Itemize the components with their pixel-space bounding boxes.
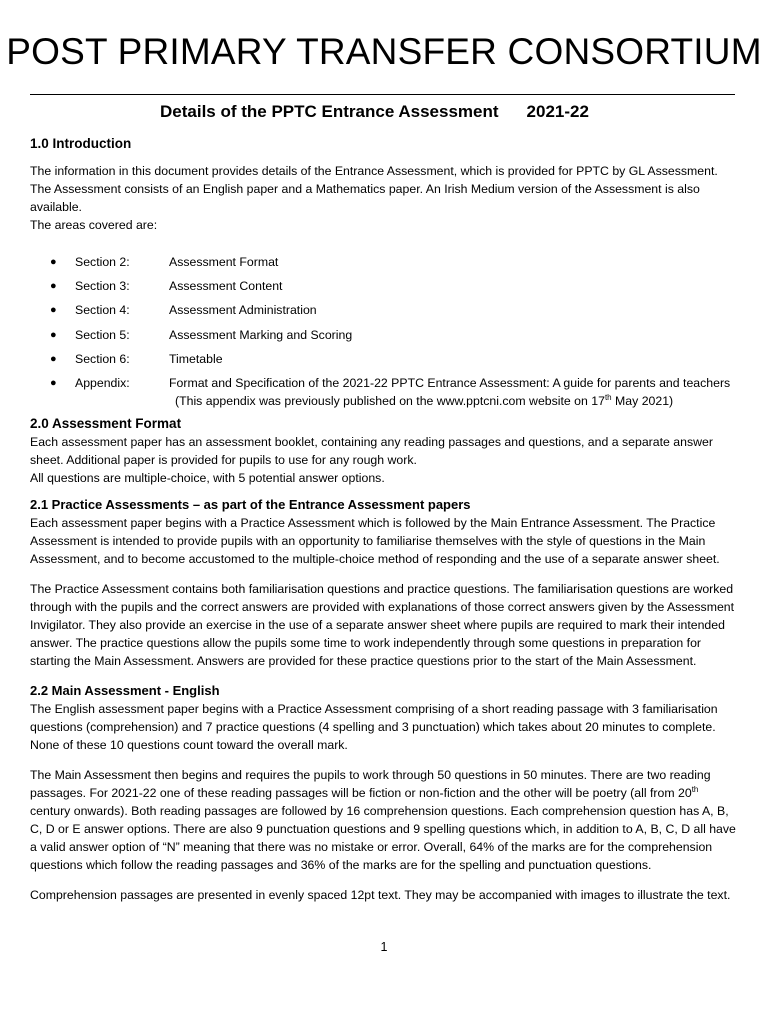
list-item-description: Assessment Format — [169, 255, 279, 269]
list-item-description: Timetable — [169, 351, 223, 366]
appendix-note-text-end: May 2021) — [611, 394, 674, 409]
section-heading-assessment-format: 2.0 Assessment Format — [30, 416, 182, 432]
bullet-icon: ● — [50, 352, 57, 365]
list-item-section: Appendix: — [75, 375, 130, 390]
list-item — [30, 326, 742, 350]
list-item-description: Assessment Administration — [169, 303, 317, 318]
practice-paragraph-1: Each assessment paper begins with a Practice Assessment which is followed by the Main Entrance Assessment. The Practice Assessment is intended to provide pupils with an opportunity to familiarise themselves with the style of questions in the Main Assessment, and to become accustomed to the multiple-choice method of responding and the use of a separate answer sheet. — [30, 516, 720, 567]
list-item-section: Section 2: — [75, 255, 130, 269]
list-item-section: Section 5: — [75, 327, 130, 342]
list-item-description: Format and Specification of the 2021-22 PPTC Entrance Assessment: A guide for parents and teachers — [169, 375, 731, 390]
list-item-section: Section 4: — [75, 303, 130, 318]
subtitle-year: 2021-22 — [526, 102, 589, 121]
list-item-section: Section 3: — [75, 279, 130, 294]
english-paragraph-1: The English assessment paper begins with a Practice Assessment comprising of a short reading passage with 3 familiarisation questions (comprehension) and 7 practice questions (4 spelling and 3 punctuation) which takes about 20 minutes to complete. None of these 10 questions count toward the overall mark. — [30, 702, 718, 753]
areas-covered-list — [30, 253, 742, 398]
section-heading-main-assessment-english: 2.2 Main Assessment - English — [30, 683, 220, 699]
list-item — [30, 374, 742, 398]
english-paragraph-2-text: The Main Assessment then begins and requires the pupils to work through 50 questions in 50 minutes. There are two reading passages. For 2021-22 one of these reading passages will be fiction or non-fiction and the other will be poetry (all from 20 — [30, 768, 711, 801]
bullet-icon: ● — [50, 256, 57, 268]
list-item-description: Assessment Marking and Scoring — [169, 327, 353, 342]
list-item — [30, 301, 742, 325]
english-paragraph-2-text-end: century onwards). Both reading passages are followed by 16 comprehension questions. Each comprehension question has A, B, C, D or E answer options. There are also 9 punctuation questions and 9 spelling questions which, in addition to A, B, C, D all have a valid answer option of “N” meaning that there was no mistake or error. Overall, 64% of the marks are for the comprehension questions which follow the reading passages and 36% of the marks are for the spelling and punctuation questions. — [30, 804, 736, 873]
title-divider — [30, 94, 735, 95]
document-body — [30, 130, 742, 904]
practice-paragraph-2: The Practice Assessment contains both familiarisation questions and practice questions. The familiarisation questions are worked through with the pupils and the correct answers are provided with explanations of those correct answers given by the Assessment Invigilator. They also provide an exercise in the use of a separate answer sheet where pupils are required to mark their intended answer. The practice questions allow the pupils some time to work independently through some questions in preparation for starting the Main Assessment. Answers are provided for these practice questions prior to the start of the Main Assessment. — [30, 582, 735, 669]
page-number: 1 — [380, 940, 388, 954]
document-subtitle — [160, 101, 589, 123]
list-item — [30, 350, 742, 374]
format-paragraph-2: All questions are multiple-choice, with 5 potential answer options. — [30, 471, 385, 486]
list-item — [30, 277, 742, 301]
english-paragraph-2-superscript: th — [691, 785, 699, 795]
section-heading-introduction: 1.0 Introduction — [30, 136, 132, 151]
bullet-icon: ● — [50, 328, 57, 341]
english-paragraph-2 — [30, 766, 742, 874]
list-item-section: Section 6: — [75, 351, 130, 366]
intro-paragraph-2: The areas covered are: — [30, 218, 158, 232]
appendix-note-superscript: th — [604, 393, 612, 403]
list-item-description: Assessment Content — [169, 279, 283, 294]
bullet-icon: ● — [50, 376, 57, 389]
list-item — [30, 253, 742, 277]
document-title: POST PRIMARY TRANSFER CONSORTIUM — [6, 31, 762, 72]
section-heading-practice-assessments: 2.1 Practice Assessments – as part of the Entrance Assessment papers — [30, 497, 471, 513]
subtitle-text: Details of the PPTC Entrance Assessment — [160, 102, 499, 121]
intro-paragraph-1: The information in this document provides details of the Entrance Assessment, which is provided for PPTC by GL Assessment. The Assessment consists of an English paper and a Mathematics paper. An Irish Medium version of the Assessment is also available. — [30, 164, 718, 214]
format-paragraph-1: Each assessment paper has an assessment booklet, containing any reading passages and questions, and a separate answer sheet. Additional paper is provided for pupils to use for any rough work. — [30, 435, 713, 468]
bullet-icon: ● — [50, 280, 57, 293]
appendix-note-text: (This appendix was previously published on the www.pptcni.com website on 17 — [175, 394, 605, 409]
english-paragraph-3: Comprehension passages are presented in evenly spaced 12pt text. They may be accompanied with images to illustrate the text. — [30, 888, 731, 903]
bullet-icon: ● — [50, 304, 57, 317]
